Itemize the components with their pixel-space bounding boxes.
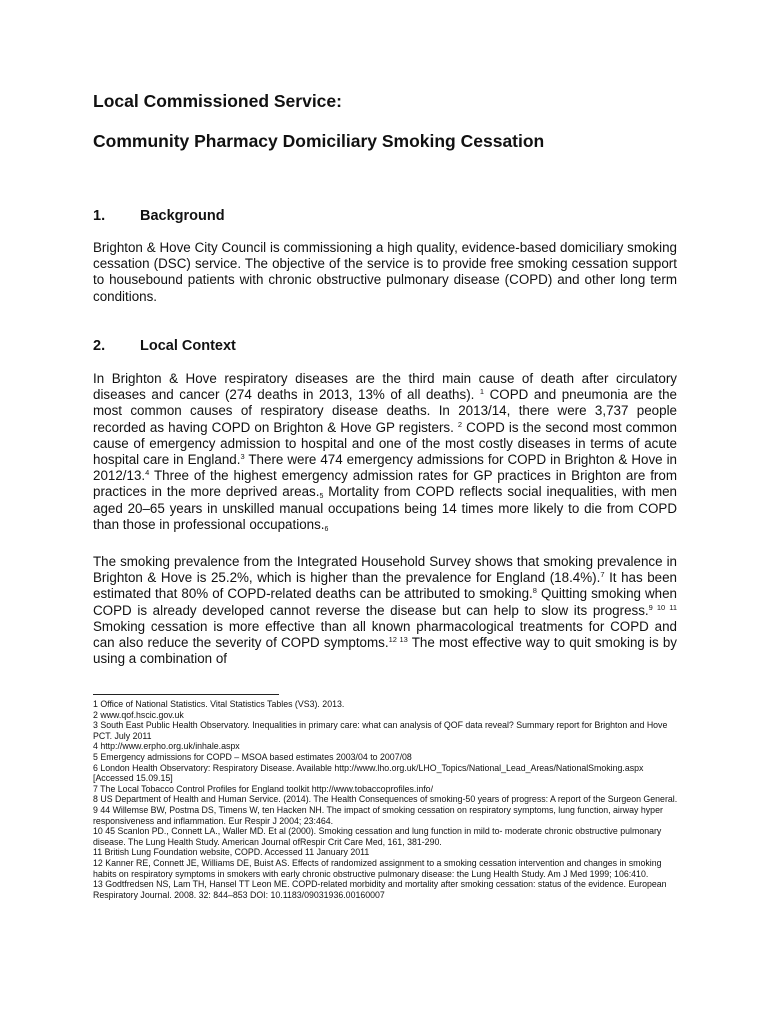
footnote: 8 US Department of Health and Human Service. (2014). The Health Consequences of smoking-50 years of progress: A report of the Surgeon General. [93, 794, 678, 805]
text-run: The most effective way to quit smoking is by using a combination of [93, 635, 677, 667]
footnote: 11 British Lung Foundation website, COPD. Accessed 11 January 2011 [93, 847, 370, 858]
local-context-paragraph-1 [93, 371, 677, 533]
footnote: 6 London Health Observatory: Respiratory Disease. Available http://www.lho.org.uk/LHO_Topics/National_Lead_Areas/NationalSmoking.aspx [Accessed 15.09.15] [93, 762, 644, 784]
footnote-ref: 3 [240, 452, 245, 462]
footnote-ref: 8 [532, 586, 537, 596]
footnote: 5 Emergency admissions for COPD – MSOA based estimates 2003/04 to 2007/08 [93, 751, 412, 762]
footnote-ref: 2 [457, 419, 463, 429]
footnote-ref: 6 [324, 525, 329, 533]
document-subtitle: Community Pharmacy Domiciliary Smoking Cessation [93, 131, 545, 151]
footnote-separator [93, 694, 279, 695]
section-heading-background [93, 208, 225, 224]
section-title: Background [140, 208, 225, 224]
text-run: Smoking cessation is more effective than all known pharmacological treatments for COPD and can also reduce the severity of COPD symptoms. [93, 618, 677, 651]
section-title: Local Context [140, 338, 236, 354]
text-run: COPD and pneumonia are the most common causes of respiratory disease deaths. In 2013/14, there were 3,737 people recorded as having COPD on Brighton & Hove GP registers. [93, 387, 677, 435]
footnote: 7 The Local Tobacco Control Profiles for England toolkit http://www.tobaccoprofiles.info/ [93, 783, 434, 794]
text-run: There were 474 emergency admissions for COPD in Brighton & Hove in 2012/13. [93, 452, 677, 484]
footnote-ref: 5 [319, 493, 324, 501]
footnote: 13 Godtfredsen NS, Lam TH, Hansel TT Leon ME. COPD-related morbidity and mortality after smoking cessation: status of the evidence. European Respiratory Journal. 2008. 32: 844–853 DOI: 10.1183/09031936.00160007 [93, 879, 667, 900]
text-run: Mortality from COPD reflects social inequalities, with men aged 20–65 years in unskilled manual occupations being 14 times more likely to die from COPD than those in professional occupations. [93, 484, 677, 532]
background-paragraph: Brighton & Hove City Council is commissioning a high quality, evidence-based domiciliary smoking cessation (DSC) service. The objective of the service is to provide free smoking cessation support to housebound patients with chronic obstructive pulmonary disease (COPD) and other long term conditions. [93, 240, 677, 304]
text-run: Three of the highest emergency admission rates for GP practices in Brighton are from practices in the more deprived areas. [93, 468, 677, 500]
footnote: 1 Office of National Statistics. Vital Statistics Tables (VS3). 2013. [93, 699, 345, 709]
text-run: COPD is the second most common cause of emergency admission to hospital and one of the most costly diseases in terms of acute hospital care in England. [93, 419, 677, 468]
footnote: 2 www.qof.hscic.gov.uk [93, 709, 184, 720]
text-run: In Brighton & Hove respiratory diseases are the third main cause of death after circulatory diseases and cancer (274 deaths in 2013, 13% of all deaths). [93, 371, 677, 403]
footnote: 10 45 Scanlon PD., Connett LA., Waller MD. Et al (2000). Smoking cessation and lung function in mild to- moderate chronic obstructive pulmonary disease. The Lung Health Study. American Journal ofRespir Crit Care Med, 161, 381-290. [93, 826, 662, 847]
footnote: 9 44 Willemse BW, Postma DS, Timens W, ten Hacken NH. The impact of smoking cessation on respiratory symptoms, lung function, airway hyper responsiveness and inflammation. Eur Respir J 2004; 23:464. [93, 804, 663, 826]
text-run: Quitting smoking when COPD is already developed cannot reverse the disease but can help to slow its progress. [93, 586, 677, 618]
section-heading-local-context [93, 338, 236, 354]
footnote-ref: 4 [145, 468, 150, 478]
text-run: It has been estimated that 80% of COPD-related deaths can be attributed to smoking. [93, 570, 678, 602]
footnote-ref: 7 [600, 570, 605, 580]
footnote: 3 South East Public Health Observatory. Inequalities in primary care: what can analysis of QOF data reveal? Summary report for Brighton and Hove PCT. July 2011 [93, 720, 668, 741]
footnote: 12 Kanner RE, Connett JE, Williams DE, Buist AS. Effects of randomized assignment to a smoking cessation intervention and changes in smoking habits on respiratory symptoms in smokers with early chronic obstructive pulmonary disease: the Lung Health Study. Am J Med 1999; 106:410. [93, 857, 662, 879]
footnote-ref: 12 13 [388, 635, 408, 645]
section-number: 1. [93, 208, 106, 224]
footnote-ref: 9 10 11 [648, 602, 677, 612]
footnote-ref: 1 [479, 387, 485, 397]
footnotes-list [93, 699, 683, 900]
local-context-paragraph-2 [93, 554, 677, 667]
document-title: Local Commissioned Service: [93, 91, 342, 111]
section-number: 2. [93, 338, 106, 354]
footnote: 4 http://www.erpho.org.uk/inhale.aspx [93, 741, 240, 752]
text-run: The smoking prevalence from the Integrated Household Survey shows that smoking prevalence in Brighton & Hove is 25.2%, which is higher than the prevalence for England (18.4%). [93, 554, 677, 586]
